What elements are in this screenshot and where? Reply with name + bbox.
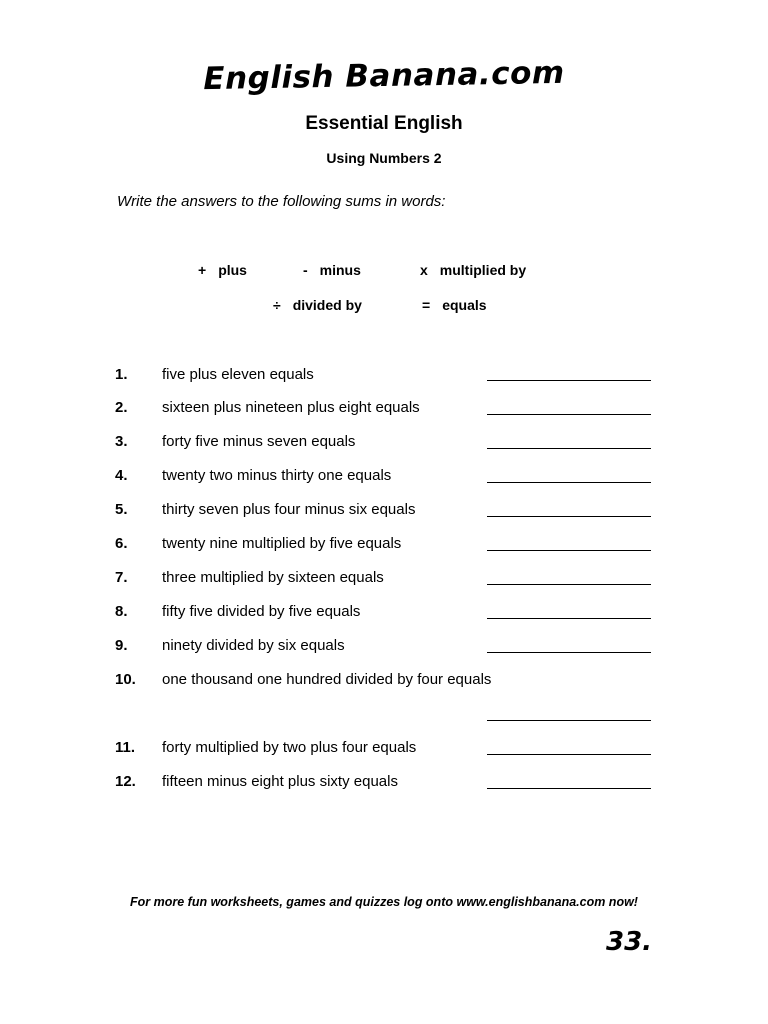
question-text: forty five minus seven equals [162, 433, 356, 450]
question-text: sixteen plus nineteen plus eight equals [162, 399, 420, 416]
answer-line[interactable] [487, 516, 651, 517]
key-label: equals [442, 297, 487, 313]
key-multiplied-by [420, 262, 526, 278]
answer-line[interactable] [487, 652, 651, 653]
answer-line[interactable] [487, 788, 651, 789]
question-number: 8. [115, 603, 128, 620]
key-symbol: = [422, 297, 431, 313]
question-text: one thousand one hundred divided by four equals [162, 671, 492, 688]
page-subtitle: Using Numbers 2 [326, 150, 442, 166]
answer-line[interactable] [487, 550, 651, 551]
question-text: fifteen minus eight plus sixty equals [162, 773, 398, 790]
question-number: 2. [115, 399, 128, 416]
question-number: 6. [115, 535, 128, 552]
question-text: three multiplied by sixteen equals [162, 569, 384, 586]
key-symbol: x [420, 262, 428, 278]
question-number: 5. [115, 501, 128, 518]
question-number: 12. [115, 773, 136, 790]
key-label: plus [218, 262, 247, 278]
answer-line[interactable] [487, 414, 651, 415]
site-logo: English Banana.com [203, 54, 565, 98]
question-number: 1. [115, 366, 128, 383]
page-title: Essential English [305, 113, 463, 134]
question-text: forty multiplied by two plus four equals [162, 739, 417, 756]
footer-text: For more fun worksheets, games and quizzes log onto www.englishbanana.com now! [130, 895, 638, 909]
key-symbol: - [303, 262, 308, 278]
key-minus [303, 262, 361, 278]
answer-line[interactable] [487, 618, 651, 619]
answer-line[interactable] [487, 482, 651, 483]
question-text: thirty seven plus four minus six equals [162, 501, 416, 518]
question-number: 10. [115, 671, 136, 688]
question-text: five plus eleven equals [162, 366, 314, 383]
question-text: twenty nine multiplied by five equals [162, 535, 402, 552]
question-number: 4. [115, 467, 128, 484]
key-plus [198, 262, 247, 278]
question-text: twenty two minus thirty one equals [162, 467, 392, 484]
answer-line[interactable] [487, 720, 651, 721]
key-label: multiplied by [439, 262, 527, 278]
instruction-text: Write the answers to the following sums in words: [117, 193, 446, 210]
question-number: 3. [115, 433, 128, 450]
key-label: minus [319, 262, 361, 278]
answer-line[interactable] [487, 448, 651, 449]
question-text: fifty five divided by five equals [162, 603, 361, 620]
question-number: 9. [115, 637, 128, 654]
page-number: 33. [606, 927, 653, 957]
key-divided-by [273, 297, 362, 313]
key-equals [422, 297, 487, 313]
key-symbol: + [198, 262, 207, 278]
key-symbol: ÷ [273, 297, 281, 313]
question-number: 11. [115, 739, 136, 756]
question-number: 7. [115, 569, 128, 586]
answer-line[interactable] [487, 380, 651, 381]
answer-line[interactable] [487, 584, 651, 585]
question-text: ninety divided by six equals [162, 637, 345, 654]
key-label: divided by [292, 297, 362, 313]
answer-line[interactable] [487, 754, 651, 755]
